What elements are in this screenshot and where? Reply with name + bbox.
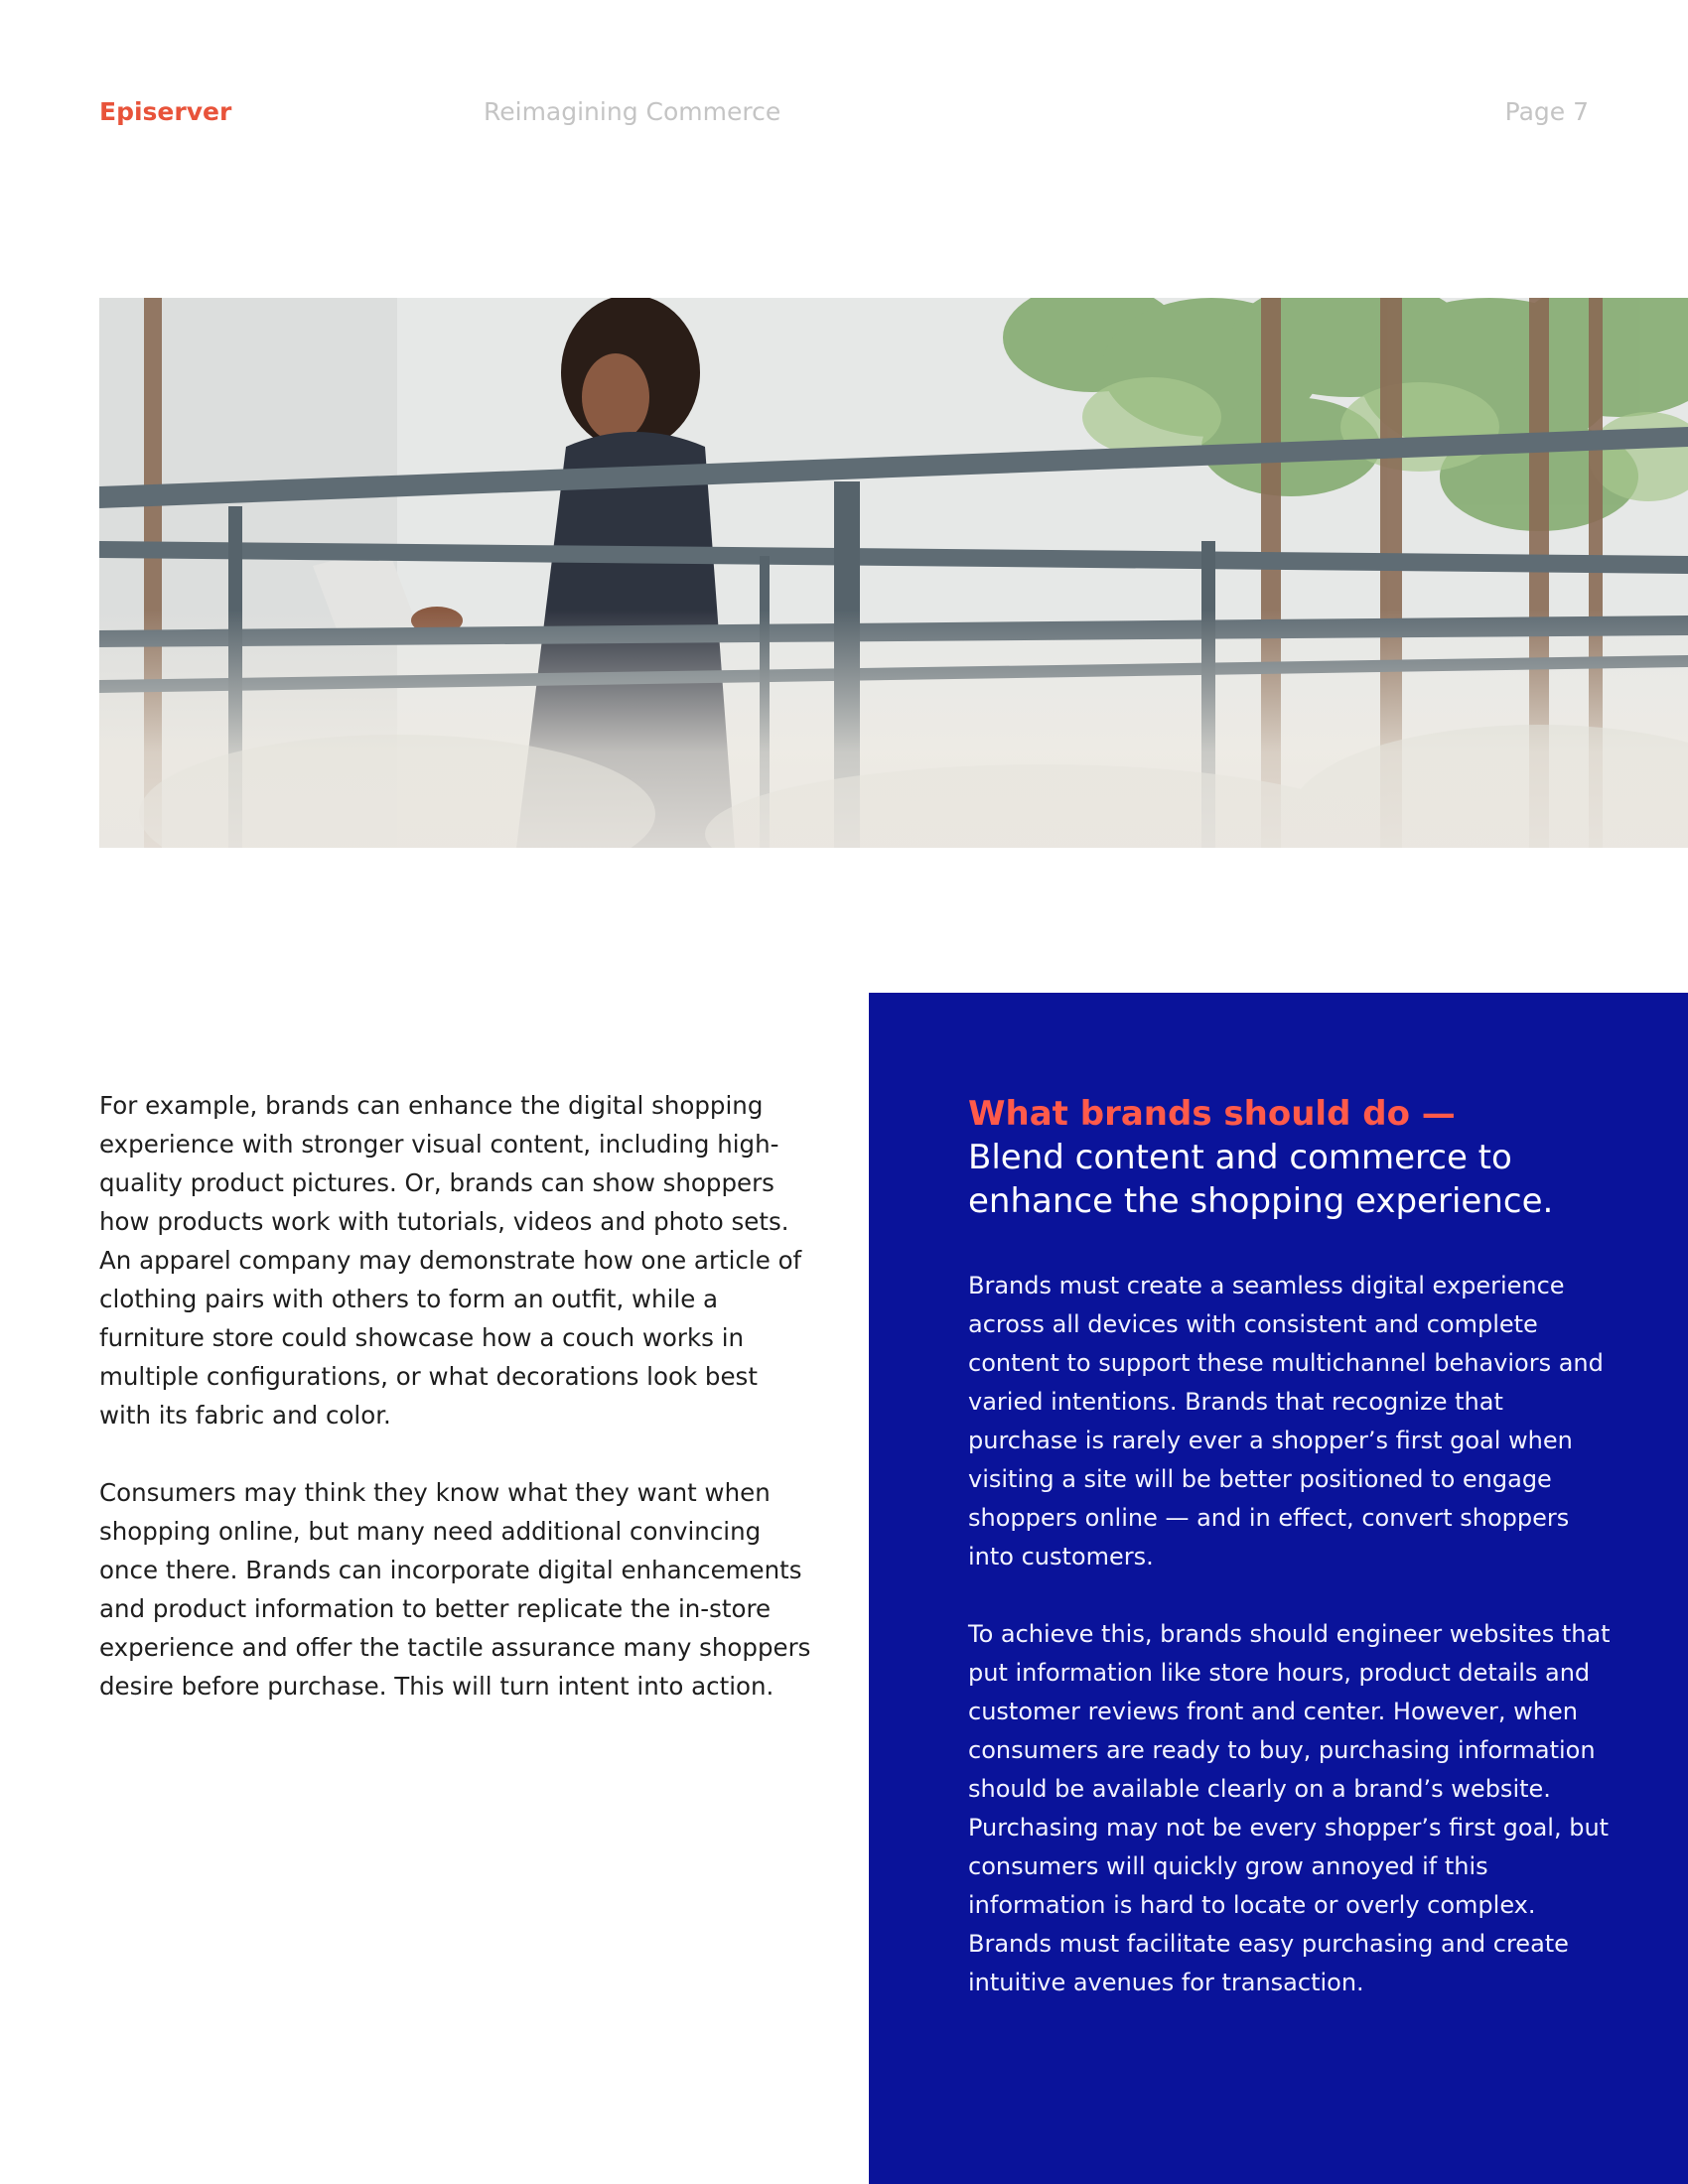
- callout-heading: Blend content and commerce to enhance the shopping experience.: [968, 1138, 1554, 1221]
- callout-content: [968, 1092, 1614, 2041]
- body-paragraph-1: For example, brands can enhance the digital shopping experience with stronger visual content, including high-quality product pictures. Or, brands can show shoppers how products work with tutorials, videos and photo sets. An apparel company may demonstrate how one article of clothing pairs with others to form an outfit, while a furniture store could showcase how a couch works in multiple configurations, or what decorations look best with its fabric and color.: [99, 1091, 802, 1430]
- hero-haze-overlay: [99, 610, 1688, 848]
- callout-paragraph-2: To achieve this, brands should engineer websites that put information like store hours, product details and customer reviews front and center. However, when consumers are ready to buy, purchasing information should be available clearly on a brand’s website. Purchasing may not be every shopper’s first goal, but consumers will quickly grow annoyed if this information is hard to locate or overly complex. Brands must facilitate easy purchasing and create intuitive avenues for transaction.: [968, 1620, 1611, 1996]
- callout-kicker: What brands should do —: [968, 1094, 1456, 1134]
- callout-panel: [869, 993, 1688, 2184]
- hero-photo: [99, 298, 1688, 848]
- brand-logo-text: Episerver: [99, 97, 232, 126]
- document-title: Reimagining Commerce: [484, 97, 781, 126]
- body-text-column: [99, 1086, 814, 1744]
- page-number: Page 7: [1504, 97, 1589, 126]
- body-paragraph-2: Consumers may think they know what they want when shopping online, but many need additional convincing once there. Brands can incorporate digital enhancements and product information to better replicate the in-store experience and offer the tactile assurance many shoppers desire before purchase. This will turn intent into action.: [99, 1478, 811, 1701]
- callout-paragraph-1: Brands must create a seamless digital experience across all devices with consistent and complete content to support these multichannel behaviors and varied intentions. Brands that recognize that purchase is rarely ever a shopper’s first goal when visiting a site will be better positioned to engage shoppers online — and in effect, convert shoppers into customers.: [968, 1272, 1604, 1570]
